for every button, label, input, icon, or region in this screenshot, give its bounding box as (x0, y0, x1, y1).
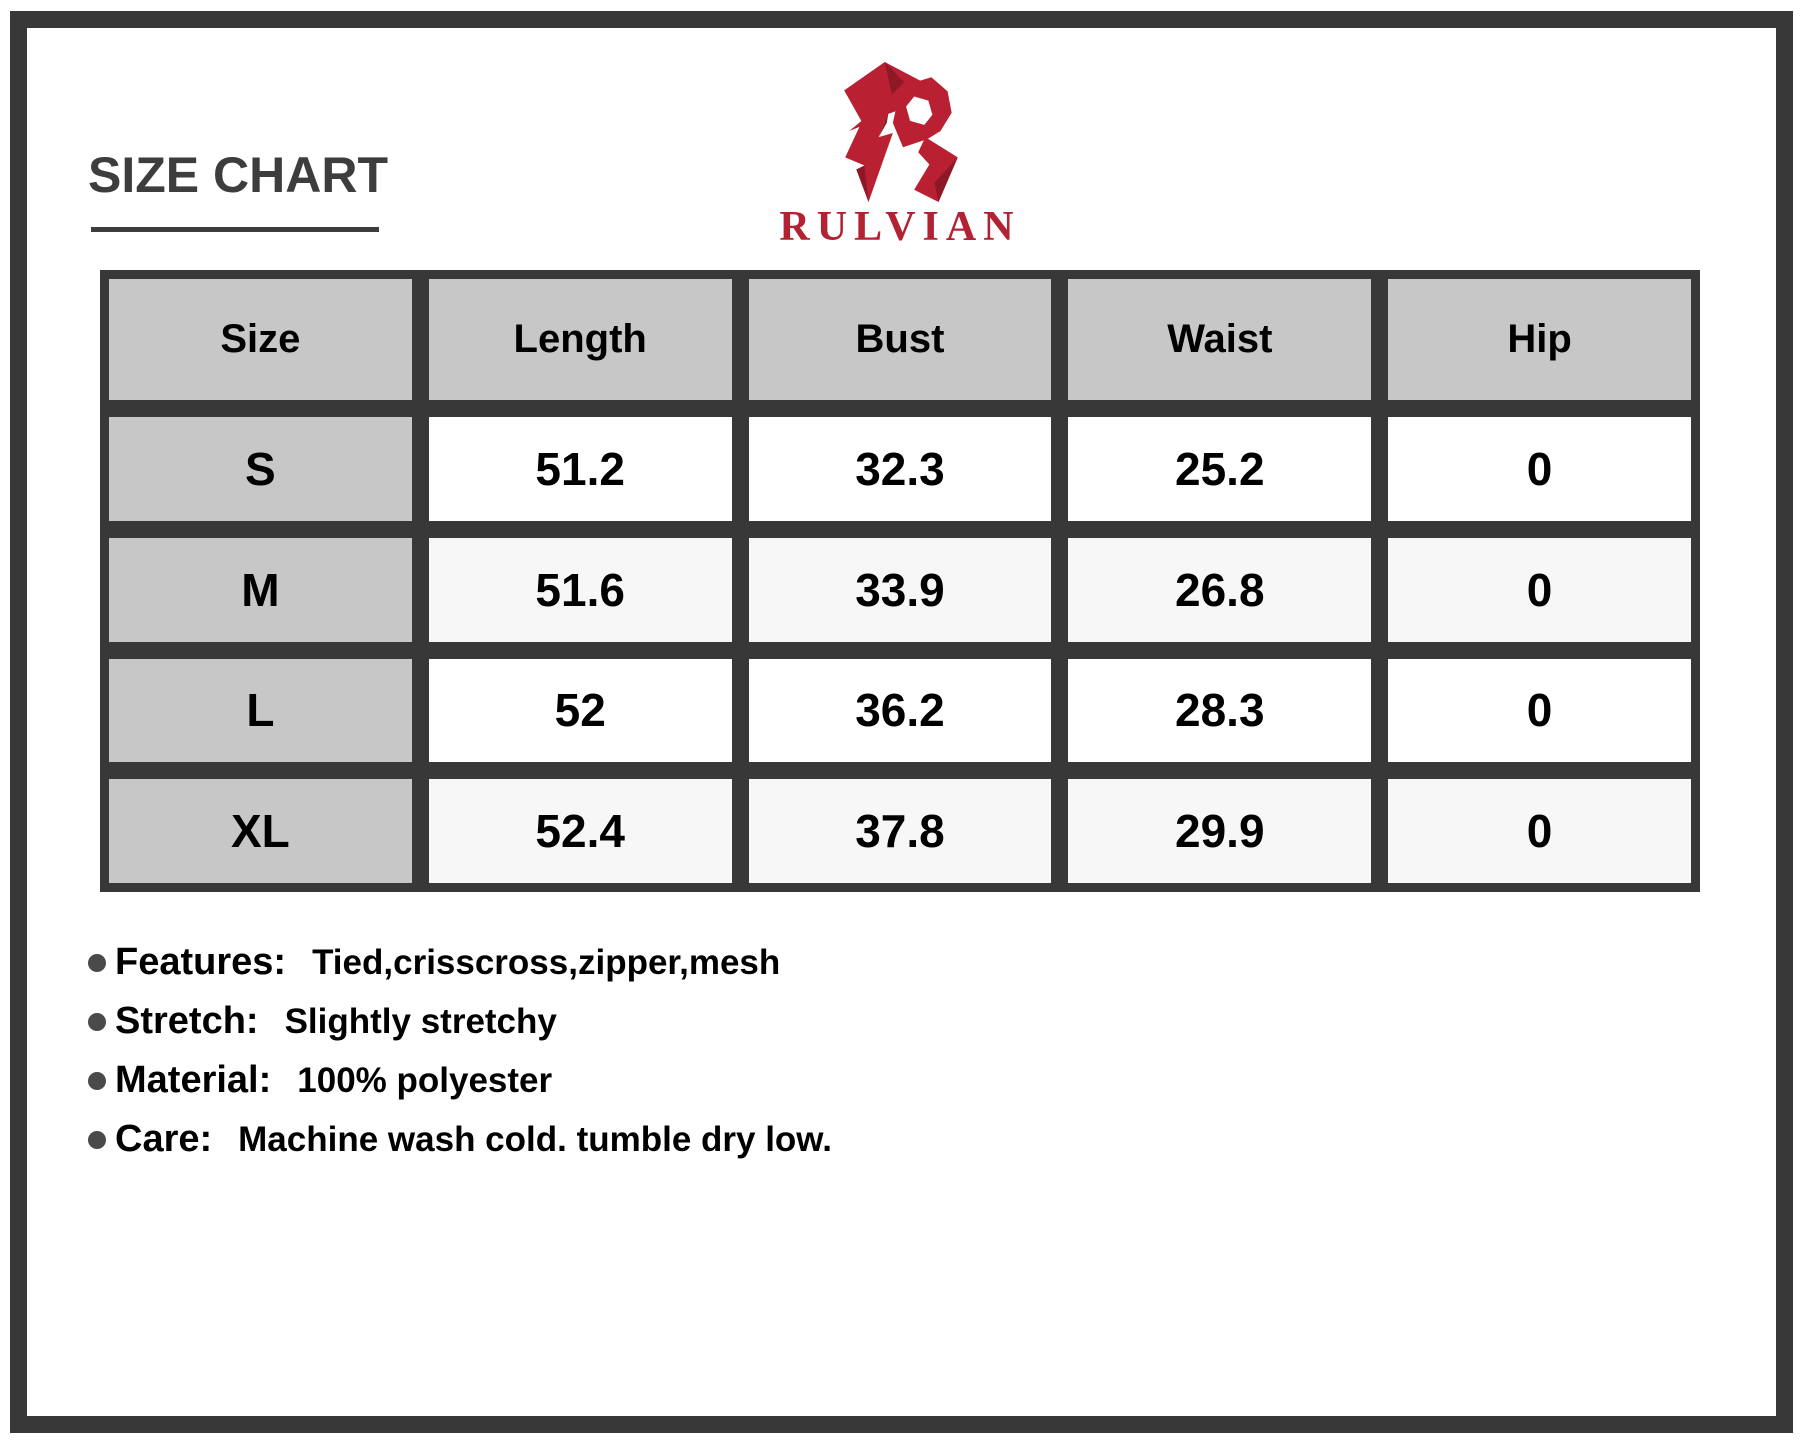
row-s-length-value: 51.2 (429, 417, 732, 521)
col-header-bust: Bust (749, 279, 1052, 400)
bullet-icon (88, 1013, 106, 1031)
bullet-icon (88, 954, 106, 972)
detail-row-features (88, 933, 832, 992)
col-header-waist: Waist (1068, 279, 1371, 400)
detail-value: Machine wash cold. tumble dry low. (238, 1119, 832, 1159)
product-details-list (88, 933, 832, 1169)
detail-row-material (88, 1051, 832, 1110)
row-xl-length-value: 52.4 (429, 779, 732, 883)
detail-row-stretch (88, 992, 832, 1051)
col-header-size: Size (109, 279, 412, 400)
row-m-waist-value: 26.8 (1068, 538, 1371, 642)
row-xl-hip-value: 0 (1388, 779, 1691, 883)
col-header-length: Length (429, 279, 732, 400)
row-l-size-label: L (109, 659, 412, 763)
row-l-bust-value: 36.2 (749, 659, 1052, 763)
row-xl-bust-value: 37.8 (749, 779, 1052, 883)
detail-value: Slightly stretchy (284, 1001, 557, 1041)
bullet-icon (88, 1072, 106, 1090)
row-l-hip-value: 0 (1388, 659, 1691, 763)
row-s-size-label: S (109, 417, 412, 521)
brand-name: RULVIAN (779, 204, 1021, 250)
detail-row-care (88, 1110, 832, 1169)
row-s-hip-value: 0 (1388, 417, 1691, 521)
size-chart-table (100, 270, 1700, 892)
col-header-hip: Hip (1388, 279, 1691, 400)
detail-label: Material: (115, 1059, 272, 1101)
row-s-waist-value: 25.2 (1068, 417, 1371, 521)
row-m-hip-value: 0 (1388, 538, 1691, 642)
row-xl-waist-value: 29.9 (1068, 779, 1371, 883)
detail-label: Care: (115, 1118, 213, 1160)
detail-value: Tied,crisscross,zipper,mesh (312, 942, 781, 982)
detail-label: Stretch: (115, 1000, 259, 1042)
row-xl-size-label: XL (109, 779, 412, 883)
row-l-length-value: 52 (429, 659, 732, 763)
bullet-icon (88, 1131, 106, 1149)
row-m-size-label: M (109, 538, 412, 642)
brand-logo-icon (842, 60, 964, 204)
row-s-bust-value: 32.3 (749, 417, 1052, 521)
page-title: SIZE CHART (88, 147, 388, 203)
row-m-bust-value: 33.9 (749, 538, 1052, 642)
row-m-length-value: 51.6 (429, 538, 732, 642)
detail-value: 100% polyester (297, 1060, 553, 1100)
row-l-waist-value: 28.3 (1068, 659, 1371, 763)
detail-label: Features: (115, 941, 287, 983)
